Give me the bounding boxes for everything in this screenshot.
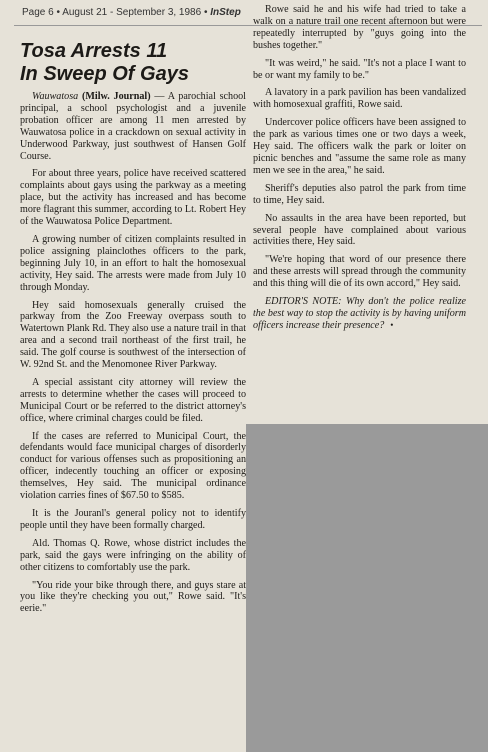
blank-gray-area xyxy=(246,424,488,752)
paragraph: Undercover police officers have been assigned to the park as various times one or two days a week, Hey said. The officers walk the park or loiter on picnic benches and "assume the same role as many men we see in the area," he said. xyxy=(253,117,466,176)
paragraph: No assaults in the area have been reported, but several people have complained about various activities there, Hey said. xyxy=(253,212,466,248)
editors-note-text: EDITOR'S NOTE: Why don't the police realize the best way to stop the activity is by having uniform officers increase their presence? xyxy=(253,296,466,331)
paragraph: A growing number of citizen complaints resulted in police assigning plainclothes officers to the park, beginning July 10, in an effort to halt the homosexual activity, Hey said. The arrests were made from July 10 through Monday. xyxy=(20,233,246,293)
paragraph: Sheriff's deputies also patrol the park from time to time, Hey said. xyxy=(253,182,466,206)
paragraph: "You ride your bike through there, and guys stare at you like they're checking you out," Rowe said. "It's eerie." xyxy=(20,579,246,615)
paragraph: Hey said homosexuals generally cruised the parkway from the Zoo Freeway overpass south to Watertown Plank Rd. They also use a nature trail in that area and a second trail northeast of the first trail, he said. The golf course is southwest of the intersection of W. 92nd St. and the Menomonee River Parkway. xyxy=(20,299,246,371)
article-headline xyxy=(20,40,246,86)
paragraph: It is the Jouranl's general policy not to identify people until they have been formally charged. xyxy=(20,508,246,531)
page-info: Page 6 • August 21 - September 3, 1986 • xyxy=(22,7,208,18)
headline-line-1: Tosa Arrests 11 xyxy=(20,40,168,62)
paragraph: A special assistant city attorney will review the arrests to determine whether the cases will proceed to Municipal Court or be referred to the district attorney's office, where criminal charges could be filed. xyxy=(20,376,246,424)
publication-name: InStep xyxy=(210,7,241,18)
paragraph: A lavatory in a park pavilion has been vandalized with homosexual graffiti, Rowe said. xyxy=(253,87,466,111)
article-column-left xyxy=(20,40,246,621)
paragraph: "It was weird," he said. "It's not a place I want to be or want my family to be." xyxy=(253,57,466,81)
lead-text: — A parochial school principal, a school psychologist and a juvenile probation officer are among 11 men arrested by Wauwatosa police in a crackdown on sexual activity in Underwood Parkway, just southwest of Hansen Golf Course. xyxy=(20,91,246,162)
source-credit: (Milw. Journal) xyxy=(82,91,151,102)
end-mark: • xyxy=(390,319,394,330)
dateline: Wauwatosa xyxy=(32,91,79,102)
paragraph: "We're hoping that word of our presence there and these arrests will spread through the community and this thing will die of its own accord," Hey said. xyxy=(253,254,466,290)
article-column-right xyxy=(253,4,466,338)
paragraph: Rowe said he and his wife had tried to take a walk on a nature trail one recent afternoon but were repeatedly interrupted by "guys going into the bushes together." xyxy=(253,4,466,51)
paragraph: If the cases are referred to Municipal Court, the defendants would face municipal charges of disorderly conduct for various offenses such as propositioning an officer, indecently touching an officer or exposing themselves, Hey said. The municipal ordinance violation carries fines of $67.50 to $585. xyxy=(20,430,246,502)
lead-paragraph xyxy=(20,91,246,162)
paragraph: For about three years, police have received scattered complaints about gays using the parkway as a meeting place, but the activity has increased and has become more flagrant this summer, according to Lt. Robert Hey of the Wauwatosa Police Department. xyxy=(20,168,246,228)
headline-line-2: In Sweep Of Gays xyxy=(20,63,189,85)
paragraph: Ald. Thomas Q. Rowe, whose district includes the park, said the gays were infringing on the ability of other citizens to comfortably use the park. xyxy=(20,537,246,573)
editors-note xyxy=(253,296,466,332)
